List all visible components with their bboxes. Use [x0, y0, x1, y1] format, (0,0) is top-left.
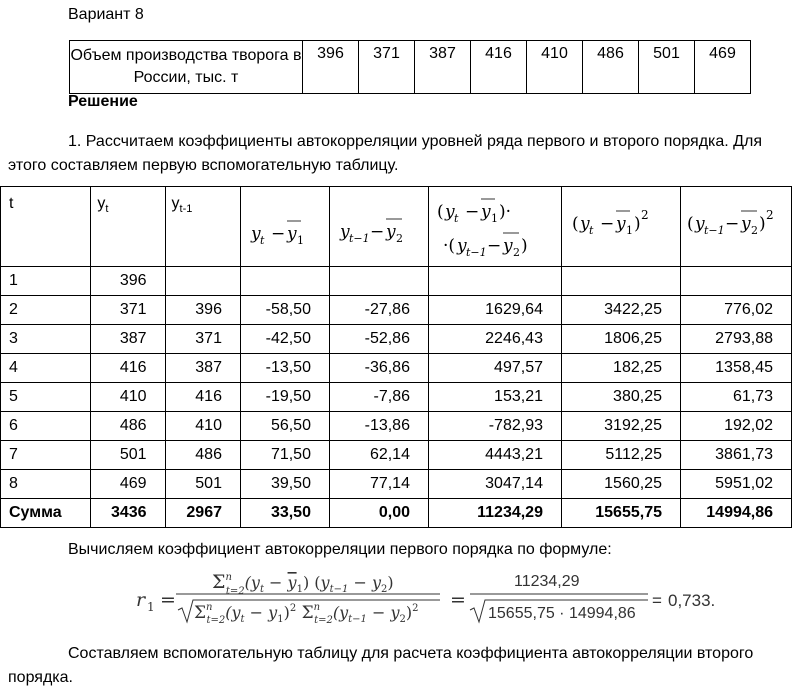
svg-text:y: y: [694, 214, 705, 234]
svg-text:−: −: [464, 202, 480, 222]
cell-yt: 410: [91, 383, 165, 412]
cell-sq1: 182,25: [561, 354, 680, 383]
cell-dev2: -13,86: [329, 412, 428, 441]
cell-sq1: 1560,25: [561, 470, 680, 499]
production-value: 396: [303, 41, 359, 94]
svg-text:1: 1: [296, 234, 304, 247]
svg-text:): ): [758, 214, 766, 234]
cell-sq2: 2793,88: [680, 325, 791, 354]
table-row: [1, 325, 792, 354]
svg-text:y: y: [339, 222, 350, 242]
production-value: 371: [359, 41, 415, 94]
autocorrelation-table: [0, 186, 792, 528]
header-t: t: [1, 187, 91, 267]
cell-yt1: 396: [165, 296, 240, 325]
svg-text:−: −: [724, 214, 740, 234]
svg-text:−: −: [270, 224, 286, 244]
cell-dev2: -36,86: [329, 354, 428, 383]
formula-equals-1: =: [160, 589, 176, 611]
production-value: 501: [639, 41, 695, 94]
table-row: [1, 470, 792, 499]
cell-dev2: [329, 267, 428, 296]
cell-product: -782,93: [428, 412, 561, 441]
svg-text:): ): [633, 214, 641, 234]
cell-dev1: [240, 267, 329, 296]
table-row: [1, 354, 792, 383]
cell-t: 2: [1, 296, 91, 325]
cell-t: 6: [1, 412, 91, 441]
svg-text:y: y: [579, 214, 590, 234]
cell-dev1: 71,50: [240, 441, 329, 470]
formula-equals-3: =: [652, 591, 662, 610]
cell-t: 5: [1, 383, 91, 412]
cell-dev2: 77,14: [329, 470, 428, 499]
table-row: [1, 296, 792, 325]
header-sq1-formula: [561, 187, 680, 267]
cell-sq1: [561, 267, 680, 296]
svg-text:y: y: [615, 214, 626, 234]
solution-heading: Решение: [68, 93, 138, 110]
table-row: [1, 412, 792, 441]
svg-text:y: y: [456, 236, 467, 256]
cell-dev2: -27,86: [329, 296, 428, 325]
cell-yt: 387: [91, 325, 165, 354]
cell-sq2: 5951,02: [680, 470, 791, 499]
cell-dev1: -13,50: [240, 354, 329, 383]
header-product-formula: [428, 187, 561, 267]
production-value: 410: [527, 41, 583, 94]
cell-yt: 486: [91, 412, 165, 441]
cell-sq1: 3192,25: [561, 412, 680, 441]
cell-yt1: 2967: [165, 499, 240, 528]
cell-yt1: 371: [165, 325, 240, 354]
formula-equals-2: =: [450, 589, 466, 611]
cell-t: Сумма: [1, 499, 91, 528]
cell-yt1: 486: [165, 441, 240, 470]
svg-text:1: 1: [490, 212, 498, 225]
cell-sq1: 15655,75: [561, 499, 680, 528]
paragraph-1: [8, 130, 792, 178]
dev1-formula-image: [247, 195, 323, 259]
table-row: [1, 383, 792, 412]
sq2-formula-image: [687, 195, 785, 259]
numeric-denominator: 15655,75 · 14994,86: [488, 605, 636, 622]
svg-text:1: 1: [147, 600, 155, 614]
svg-text:y: y: [385, 222, 396, 242]
cell-t: 3: [1, 325, 91, 354]
autocorrelation-formula: [136, 566, 756, 626]
svg-text:y: y: [502, 236, 513, 256]
dev2-formula-image: [336, 195, 422, 259]
header-dev2-formula: [329, 187, 428, 267]
table-row: [1, 267, 792, 296]
cell-t: 7: [1, 441, 91, 470]
formula-general-fraction: [176, 571, 440, 626]
cell-dev1: -42,50: [240, 325, 329, 354]
cell-product: 2246,43: [428, 325, 561, 354]
svg-text:(: (: [686, 214, 694, 234]
svg-text:t−1: t−1: [703, 224, 725, 237]
cell-yt1: 410: [165, 412, 240, 441]
svg-text:): ): [520, 236, 528, 256]
svg-text:(: (: [571, 214, 579, 234]
cell-dev2: -7,86: [329, 383, 428, 412]
header-yt1: $y_{t-1}$: [165, 187, 240, 267]
cell-yt: 396: [91, 267, 165, 296]
cell-dev2: 0,00: [329, 499, 428, 528]
cell-yt: 416: [91, 354, 165, 383]
paragraph-2: Вычисляем коэффициент автокорреляции первого порядка по формуле:: [68, 541, 612, 558]
cell-yt: 501: [91, 441, 165, 470]
svg-text:t−1: t−1: [348, 232, 370, 245]
cell-product: 497,57: [428, 354, 561, 383]
cell-yt: 371: [91, 296, 165, 325]
svg-text:−: −: [369, 222, 385, 242]
cell-sq1: 380,25: [561, 383, 680, 412]
svg-text:y: y: [740, 214, 751, 234]
cell-yt1: 501: [165, 470, 240, 499]
svg-text:·(: ·(: [442, 236, 456, 256]
svg-text:y: y: [480, 202, 491, 222]
cell-dev1: 56,50: [240, 412, 329, 441]
svg-text:Σnt=2(yt − y1) (yt−1 − y2): $\Sigma^n$ $t=2(y_t - y_1) (y_{t-1} - y_2)$: [212, 571, 394, 597]
svg-text:(: (: [436, 202, 444, 222]
svg-text:2: 2: [512, 246, 520, 259]
cell-sq2: 14994,86: [680, 499, 791, 528]
cell-yt: 3436: [91, 499, 165, 528]
table-row: [1, 441, 792, 470]
cell-product: [428, 267, 561, 296]
svg-text:−: −: [486, 236, 502, 256]
cell-sq2: 1358,45: [680, 354, 791, 383]
cell-product: 3047,14: [428, 470, 561, 499]
svg-text:y: y: [444, 202, 455, 222]
cell-sq1: 1806,25: [561, 325, 680, 354]
production-row: [70, 41, 751, 94]
cell-dev2: 62,14: [329, 441, 428, 470]
svg-text:t: t: [259, 234, 265, 247]
cell-product: 11234,29: [428, 499, 561, 528]
cell-sq2: 61,73: [680, 383, 791, 412]
cell-dev2: -52,86: [329, 325, 428, 354]
cell-t: 4: [1, 354, 91, 383]
cell-sq1: 5112,25: [561, 441, 680, 470]
production-label: Объем производства творога в России, тыс. т: [70, 41, 303, 94]
paragraph-1-text: 1. Рассчитаем коэффициенты автокорреляции уровней ряда первого и второго порядка. Для этого составляем первую вспомогательную таблицу.: [8, 133, 763, 174]
cell-t: 1: [1, 267, 91, 296]
svg-text:t: t: [588, 224, 594, 237]
svg-text:t−1: t−1: [465, 246, 487, 259]
production-value: 469: [695, 41, 751, 94]
formula-result: 0,733.: [668, 591, 716, 610]
cell-yt1: 416: [165, 383, 240, 412]
svg-text:2: 2: [640, 208, 649, 222]
production-value: 486: [583, 41, 639, 94]
paragraph-3: Составляем вспомогательную таблицу для расчета коэффициента автокорреляции второго порядка.: [8, 645, 754, 686]
production-value: 416: [471, 41, 527, 94]
cell-dev1: -58,50: [240, 296, 329, 325]
variant-title: Вариант 8: [68, 6, 144, 23]
numeric-numerator: 11234,29: [514, 573, 580, 590]
header-sq2-formula: [680, 187, 791, 267]
sq1-formula-image: [568, 195, 674, 259]
cell-sq2: 3861,73: [680, 441, 791, 470]
svg-text:2: 2: [750, 224, 758, 237]
table-header-row: [1, 187, 792, 267]
sum-row: [1, 499, 792, 528]
production-table: [69, 40, 751, 94]
cell-sq2: 776,02: [680, 296, 791, 325]
cell-dev1: -19,50: [240, 383, 329, 412]
product-formula-image: [435, 195, 555, 261]
cell-sq1: 3422,25: [561, 296, 680, 325]
header-dev1-formula: [240, 187, 329, 267]
formula-lhs: [136, 589, 155, 614]
svg-text:y: y: [286, 224, 297, 244]
svg-text:1: 1: [625, 224, 633, 237]
cell-sq2: [680, 267, 791, 296]
cell-product: 1629,64: [428, 296, 561, 325]
formula-numeric-fraction: [470, 573, 648, 622]
svg-text:Σnt=2(yt − y1)2 Σnt=2(yt−1 − y: $\Sigma^n$ $t=2(y_t - y_1)^2$ $\Sigma^n$ $t=2(y_{t-1} - y_2)^2$: [194, 602, 419, 626]
cell-yt1: 387: [165, 354, 240, 383]
cell-dev1: 33,50: [240, 499, 329, 528]
svg-text:)·: )·: [498, 202, 512, 222]
cell-product: 153,21: [428, 383, 561, 412]
svg-text:−: −: [599, 214, 615, 234]
cell-product: 4443,21: [428, 441, 561, 470]
cell-sq2: 192,02: [680, 412, 791, 441]
svg-text:2: 2: [765, 208, 774, 222]
svg-text:y: y: [250, 224, 261, 244]
header-yt: $y_t$: [91, 187, 165, 267]
svg-text:t: t: [453, 212, 459, 225]
svg-text:2: 2: [395, 232, 403, 245]
cell-t: 8: [1, 470, 91, 499]
production-value: 387: [415, 41, 471, 94]
cell-dev1: 39,50: [240, 470, 329, 499]
cell-yt: 469: [91, 470, 165, 499]
cell-yt1: [165, 267, 240, 296]
svg-text:r: r: [136, 589, 146, 611]
